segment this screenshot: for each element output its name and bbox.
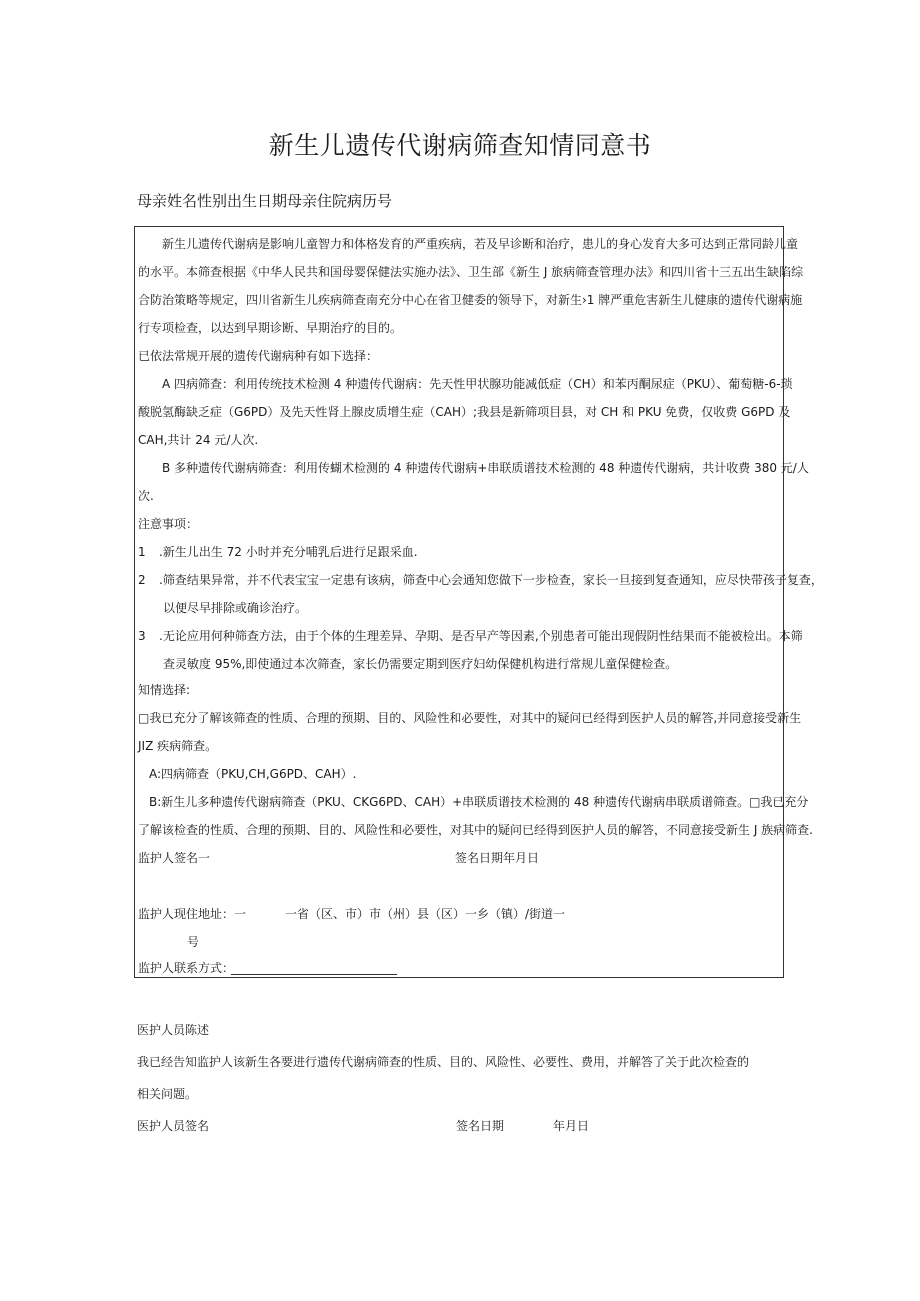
- staff-statement-line-2: 相关问题。: [137, 1087, 198, 1101]
- option-b-line-2: 次.: [138, 489, 154, 503]
- consent-disagree-line[interactable]: 了解该检查的性质、合理的预期、目的、风险性和必要性，对其中的疑问已经得到医护人员的解答，不同意接受新生 J 族病筛查.: [138, 823, 813, 837]
- consent-agree-line-2: JIZ 疾病筛查。: [138, 739, 218, 753]
- guardian-signature-label: 监护人签名一: [138, 851, 211, 865]
- note-2-number: 2: [138, 573, 146, 587]
- staff-statement-title: 医护人员陈述: [137, 1023, 210, 1037]
- staff-statement-line-1: 我已经告知监护人该新生各要进行遗传代谢病筛查的性质、目的、风险性、必要性、费用，并解答了关于此次检查的: [137, 1055, 750, 1069]
- guardian-contact-label: 监护人联系方式：: [138, 961, 235, 975]
- consent-option-a[interactable]: A:四病筛查（PKU,CH,G6PD、CAH）.: [149, 767, 357, 781]
- consent-form-box: [134, 226, 823, 978]
- consent-agree-line-1[interactable]: □我已充分了解该筛查的性质、合理的预期、目的、风险性和必要性，对其中的疑问已经得到医护人员的解答,并同意接受新生: [138, 711, 802, 725]
- intro-line-3: 合防治策略等规定，四川省新生儿疾病筛查南充分中心在省卫健委的领导下，对新生›1 牌严重危害新生儿健康的遗传代谢病施: [138, 293, 803, 307]
- note-2-text-line-2: 以便尽早排除或确诊治疗。: [163, 601, 308, 615]
- guardian-contact-blank[interactable]: [231, 974, 397, 975]
- note-1-text: .新生儿出生 72 小时并充分哺乳后进行足跟采血.: [159, 545, 418, 559]
- note-3-number: 3: [138, 629, 146, 643]
- document-title: 新生儿遗传代谢病筛查知情同意书: [268, 131, 652, 160]
- note-3-text-line-2: 查灵敏度 95%,即使通过本次筛查，家长仍需要定期到医疗妇幼保健机构进行常规儿童保健检查。: [163, 657, 678, 671]
- notes-title: 注意事项：: [138, 517, 199, 531]
- intro-line-2: 的水平。本筛查根据《中华人民共和国母婴保健法实施办法》、卫生部《新生 J 旅病筛查管理办法》和四川省十三五出生缺陷综: [138, 265, 804, 279]
- guardian-sign-date-label: 签名日期年月日: [455, 851, 540, 865]
- option-b-line-1: B 多种遗传代谢病筛查：利用传蝴术检测的 4 种遗传代谢病+串联质谱技术检测的 48 种遗传代谢病，共计收费 380 元/人: [162, 461, 809, 475]
- note-1-number: 1: [138, 545, 146, 559]
- mother-info-header: 母亲姓名性别出生日期母亲住院病历号: [137, 192, 393, 210]
- note-2-text-line-1: .筛查结果异常，并不代表宝宝一定患有该病，筛查中心会通知您做下一步检查，家长一旦接到复查通知，应尽快带孩子复查，: [159, 573, 823, 587]
- staff-sign-date-ymd: 年月日: [553, 1119, 590, 1133]
- intro-line-4: 行专项检查，以达到早期诊断、早期治疗的目的。: [138, 321, 403, 335]
- option-a-line-2: 酸脱氢酶缺乏症（G6PD）及先天性肾上腺皮质增生症（CAH）;我县是新筛项目县，对 CH 和 PKU 免费，仅收费 G6PD 及: [138, 405, 791, 419]
- guardian-address-fields: 一省（区、市）市（州）县（区）一乡（镇）/街道一: [285, 907, 566, 921]
- staff-sign-date-label: 签名日期: [456, 1119, 505, 1133]
- consent-option-b-line-1[interactable]: B:新生儿多种遗传代谢病筛查（PKU、CKG6PD、CAH）+串联质谱技术检测的 48 种遗传代谢病串联质谱筛查。□我已充分: [149, 795, 809, 809]
- guardian-address-label: 监护人现住地址：一: [138, 907, 247, 921]
- staff-signature-label: 医护人员签名: [137, 1119, 210, 1133]
- note-3-text-line-1: .无论应用何种筛查方法，由于个体的生理差异、孕期、是否早产等因素,个别患者可能出现假阴性结果而不能被检出。本筛: [159, 629, 803, 643]
- guardian-address-number: 号: [187, 935, 200, 949]
- options-intro: 已依法常规开展的遗传代谢病种有如下选择：: [138, 349, 379, 363]
- option-a-line-3: CAH,共计 24 元/人次.: [138, 433, 259, 447]
- intro-line-1: 新生儿遗传代谢病是影响儿童智力和体格发育的严重疾病，若及早诊断和治疗，患儿的身心发育大多可达到正常同龄儿童: [162, 237, 799, 251]
- consent-title: 知情选择:: [138, 683, 191, 697]
- option-a-line-1: A 四病筛查：利用传统技术检测 4 种遗传代谢病：先天性甲状腺功能减低症（CH）和苯丙酮尿症（PKU）、葡萄糖-6-琐: [162, 377, 793, 391]
